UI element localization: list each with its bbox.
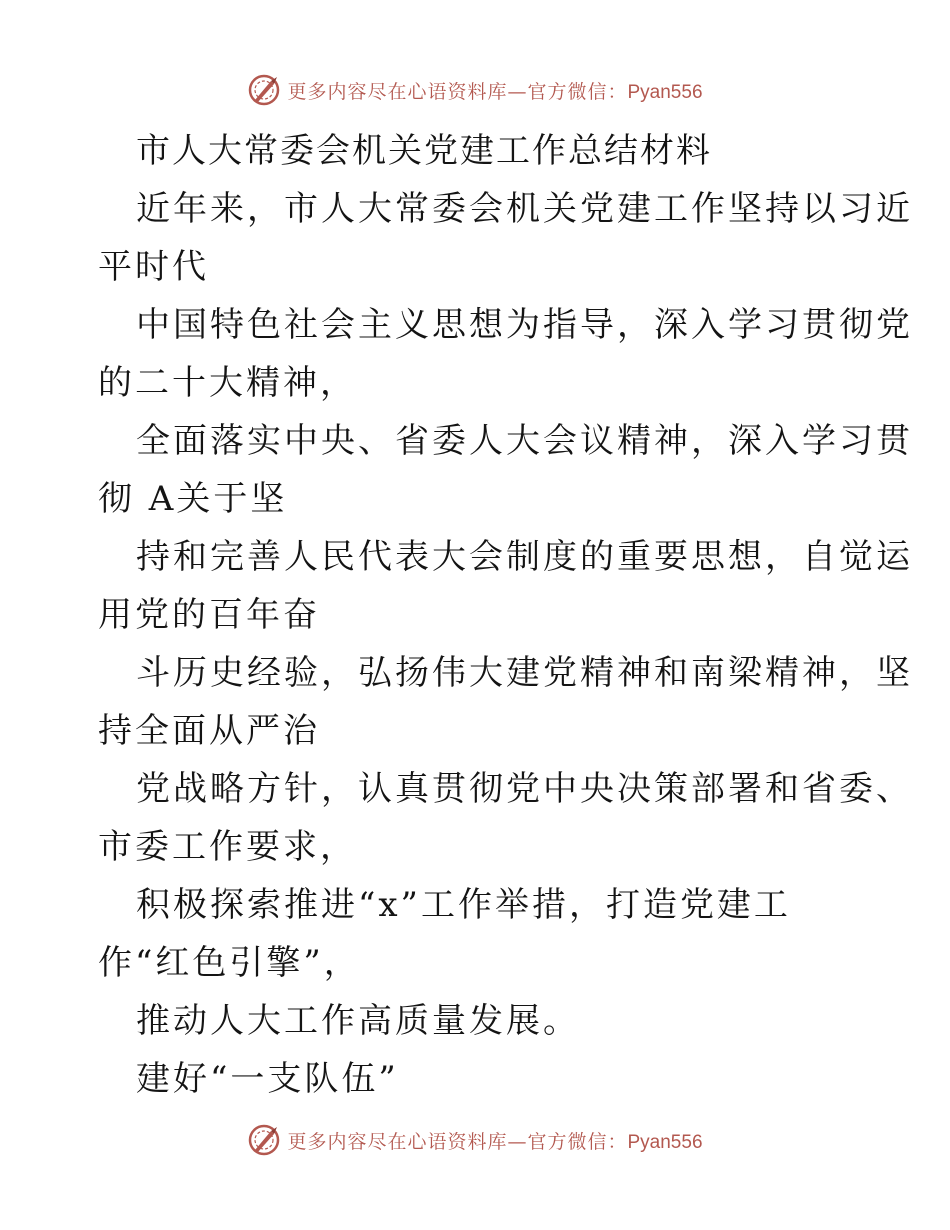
- paragraph-line: 推动人大工作高质量发展。: [136, 1001, 580, 1041]
- document-body: [98, 122, 913, 1108]
- banner-label: 更多内容尽在心语资料库—官方微信：: [287, 1130, 628, 1153]
- paragraph-line: 彻 A关于坚: [98, 479, 288, 519]
- header-banner: [0, 70, 950, 110]
- paragraph-line: 的二十大精神，: [98, 363, 357, 403]
- pen-nib-logo-icon: [247, 1123, 281, 1157]
- paragraph-line: 全面落实中央、省委人大会议精神，深入学习贯: [136, 421, 913, 461]
- paragraph-line: 党战略方针，认真贯彻党中央决策部署和省委、: [136, 769, 913, 809]
- paragraph-line: 持全面从严治: [98, 711, 320, 751]
- paragraph-line: 中国特色社会主义思想为指导，深入学习贯彻党: [136, 305, 913, 345]
- wechat-id: Pyan556: [627, 1131, 703, 1153]
- banner-text: [287, 77, 702, 104]
- document-title: 市人大常委会机关党建工作总结材料: [136, 131, 712, 171]
- paragraph-line: 平时代: [98, 247, 209, 287]
- paragraph-line: 市委工作要求，: [98, 827, 357, 867]
- footer-banner: [0, 1120, 950, 1160]
- pen-nib-logo-icon: [247, 73, 281, 107]
- paragraph-line: 近年来，市人大常委会机关党建工作坚持以习近: [136, 189, 913, 229]
- paragraph-line: 建好“一支队伍”: [136, 1059, 399, 1099]
- paragraph-line: 积极探索推进“x”工作举措，打造党建工: [136, 885, 791, 925]
- wechat-id: Pyan556: [627, 81, 703, 103]
- paragraph-line: 用党的百年奋: [98, 595, 320, 635]
- paragraph-line: 持和完善人民代表大会制度的重要思想，自觉运: [136, 537, 913, 577]
- paragraph-line: 作“红色引擎”，: [98, 943, 361, 983]
- banner-text: [287, 1127, 702, 1154]
- banner-label: 更多内容尽在心语资料库—官方微信：: [287, 80, 628, 103]
- paragraph-line: 斗历史经验，弘扬伟大建党精神和南梁精神，坚: [136, 653, 913, 693]
